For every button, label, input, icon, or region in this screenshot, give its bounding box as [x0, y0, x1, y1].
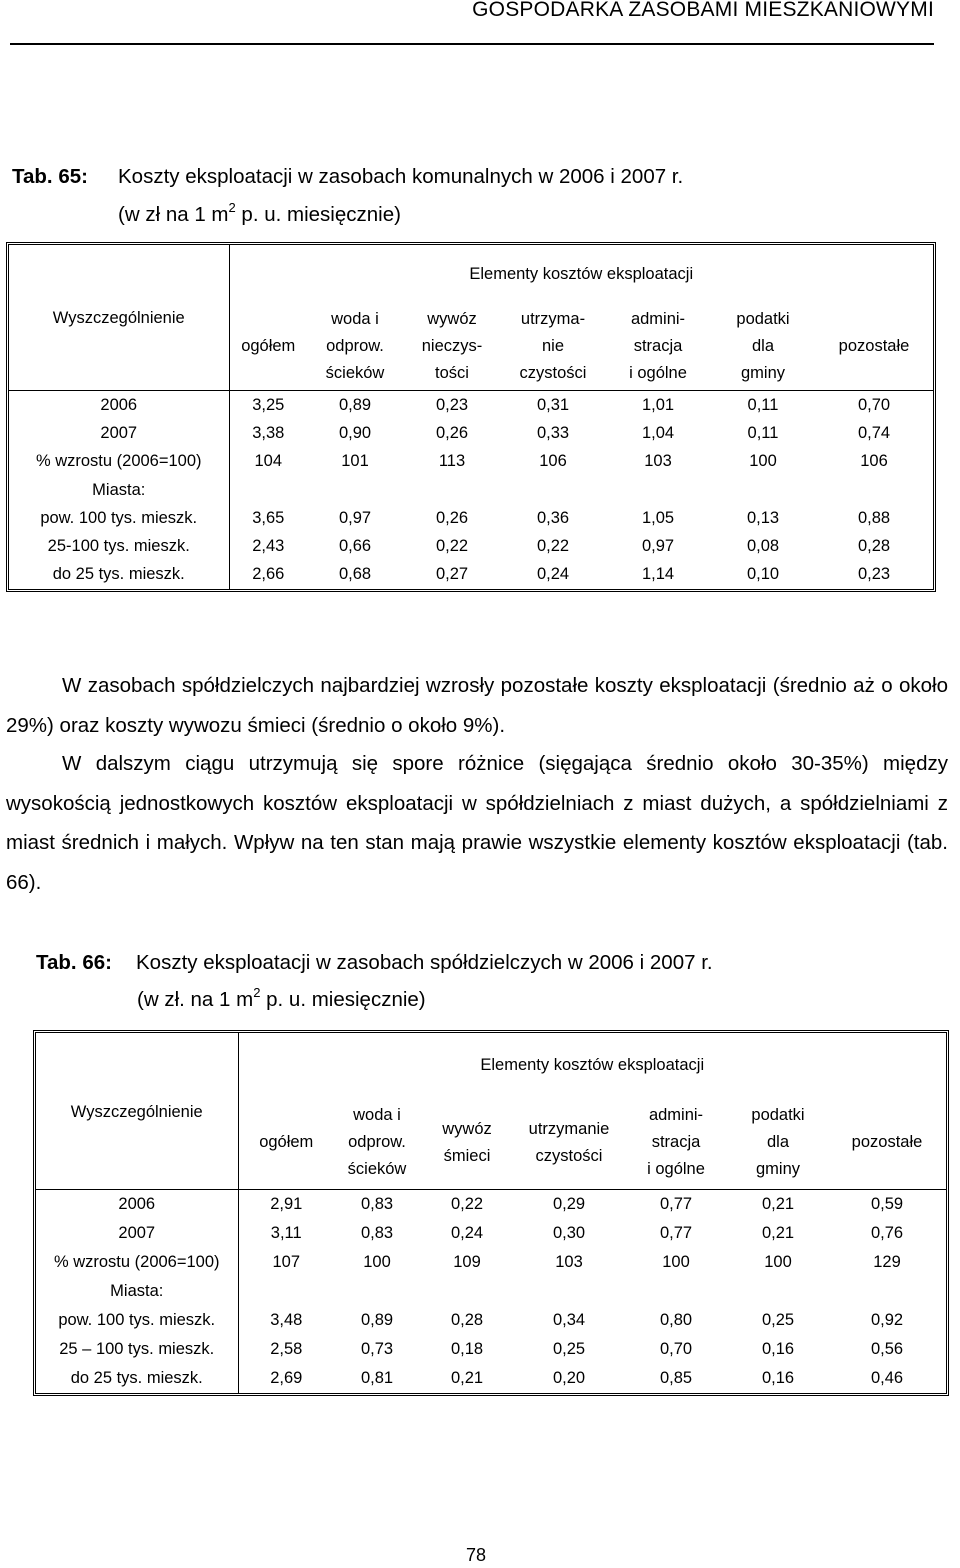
tab66-column-header-line: dla — [766, 1133, 790, 1152]
table-cell: 0,08 — [746, 537, 780, 556]
header-rule — [10, 43, 934, 45]
table-row — [36, 1364, 946, 1393]
tab66-column-header-line: stracja — [651, 1133, 701, 1152]
tab66-column-header-line: admini- — [648, 1106, 704, 1125]
tab66-group-header: Elementy kosztów eksploatacji — [238, 1033, 946, 1097]
tab65-column-header-line: admini- — [630, 310, 686, 329]
tab65-column-header-line: woda i — [331, 310, 379, 329]
row-label: % wzrostu (2006=100) — [35, 452, 202, 471]
table-cell — [624, 1277, 728, 1306]
table-cell: 0,85 — [659, 1368, 693, 1387]
table-cell: 0,27 — [435, 565, 469, 584]
table-cell: 3,38 — [229, 420, 307, 448]
table-cell: 0,89 — [338, 395, 372, 414]
table-cell: 0,68 — [338, 565, 372, 584]
tab65-column-header-line: stracja — [633, 337, 683, 356]
table-cell: 0,22 — [536, 537, 570, 556]
table-cell — [420, 1277, 514, 1306]
table-cell: 106 — [860, 452, 888, 471]
tab65-column-header-line: wywóz — [427, 310, 477, 329]
table-cell — [815, 476, 933, 504]
table-cell: 0,28 — [857, 537, 891, 556]
tab65-stub-header: Wyszczególnienie — [9, 303, 229, 391]
tab65-column-header — [605, 303, 711, 391]
table-cell — [403, 476, 501, 504]
table-cell — [605, 476, 711, 504]
tab66-column-header-line: śmieci — [443, 1146, 491, 1165]
table-cell: 0,30 — [552, 1223, 586, 1242]
table-cell: 0,21 — [450, 1368, 484, 1387]
tab66-caption — [36, 951, 713, 975]
tab66-column-header-line: odprow. — [348, 1133, 406, 1152]
tab66-column-header-line: gminy — [755, 1160, 800, 1179]
table-cell: 0,10 — [746, 565, 780, 584]
row-label: pow. 100 tys. mieszk. — [58, 1310, 216, 1329]
table-cell: 0,59 — [870, 1194, 904, 1213]
tab66-column-header — [728, 1097, 828, 1189]
row-label: 25-100 tys. mieszk. — [47, 537, 190, 556]
tab65-column-header-line: czystości — [519, 364, 587, 383]
table-cell: 100 — [749, 452, 777, 471]
paragraph-1: W zasobach spółdzielczych najbardziej wzrosły pozostałe koszty eksploatacji (średnio aż o około 29%) oraz koszty wywozu śmieci (średnio o około 9%). — [6, 674, 948, 737]
row-label: 25 – 100 tys. mieszk. — [59, 1339, 215, 1358]
table-row — [9, 504, 933, 532]
table-cell: 0,33 — [536, 424, 570, 443]
table-row — [9, 476, 933, 504]
table-cell: 0,97 — [641, 537, 675, 556]
table-cell: 0,97 — [338, 508, 372, 527]
tab66-column-header — [624, 1097, 728, 1189]
table-cell: 2,58 — [238, 1335, 334, 1364]
page-number: 78 — [465, 1545, 487, 1565]
paragraph-2: W dalszym ciągu utrzymują się spore różnice (sięgająca średnio około 30-35%) między wysokością jednostkowych kosztów eksploatacji w spółdzielniach z miast dużych, a spółdzielniami z miast średnich i małych. Wpływ na ten stan mają prawie wszystkie elementy kosztów eksploatacji (tab. 66). — [6, 752, 948, 894]
table-row — [9, 391, 933, 420]
table-cell — [828, 1277, 946, 1306]
table-row — [36, 1335, 946, 1364]
tab66-column-header-line: ścieków — [347, 1160, 407, 1179]
table-cell: 0,73 — [360, 1339, 394, 1358]
table-row — [36, 1248, 946, 1277]
row-label: Miasta: — [110, 1281, 164, 1300]
tab65-column-header — [711, 303, 815, 391]
table-cell: 2,69 — [238, 1364, 334, 1393]
table-cell: 113 — [438, 452, 466, 471]
tab65-table — [6, 242, 936, 592]
table-row — [36, 1306, 946, 1335]
table-row — [36, 1219, 946, 1248]
table-cell: 3,11 — [238, 1219, 334, 1248]
table-cell: 0,23 — [435, 395, 469, 414]
tab65-column-header — [229, 303, 307, 391]
table-cell: 0,83 — [360, 1223, 394, 1242]
tab65-column-header-line: podatki — [736, 310, 790, 329]
row-label: 2007 — [100, 424, 138, 443]
table-cell: 2,91 — [238, 1189, 334, 1219]
table-cell: 0,26 — [435, 508, 469, 527]
tab65-column-header — [501, 303, 605, 391]
table-cell: 0,89 — [360, 1310, 394, 1329]
tab66-column-header-line: wywóz — [442, 1119, 492, 1138]
tab65-group-header: Elementy kosztów eksploatacji — [229, 245, 933, 303]
table-cell: 0,77 — [659, 1194, 693, 1213]
table-cell: 100 — [662, 1252, 690, 1271]
table-cell: 3,25 — [229, 391, 307, 420]
tab65-column-header-line: tości — [435, 364, 469, 383]
table-cell: 0,16 — [761, 1339, 795, 1358]
table-cell: 0,76 — [870, 1223, 904, 1242]
tab66-column-header-line: utrzymanie — [528, 1119, 610, 1138]
table-cell — [307, 476, 403, 504]
table-cell: 0,66 — [338, 537, 372, 556]
tab66-column-header-line: pozostałe — [851, 1133, 923, 1152]
table-cell: 101 — [341, 452, 369, 471]
tab66-column-header-line: i ogólne — [647, 1160, 705, 1179]
table-cell: 0,29 — [552, 1194, 586, 1213]
tab65-column-header-line: nieczys- — [421, 337, 483, 356]
table-cell: 104 — [229, 448, 307, 476]
table-cell: 103 — [555, 1252, 583, 1271]
table-cell: 3,48 — [238, 1306, 334, 1335]
tab65-column-header-line: utrzyma- — [520, 310, 586, 329]
table-cell: 0,70 — [659, 1339, 693, 1358]
tab66-label: Tab. 66: — [36, 951, 112, 974]
table-cell: 0,70 — [857, 395, 891, 414]
row-label: 2006 — [118, 1194, 156, 1213]
table-cell: 0,92 — [870, 1310, 904, 1329]
tab66-table — [33, 1030, 949, 1396]
table-cell: 0,34 — [552, 1310, 586, 1329]
table-row — [36, 1189, 946, 1219]
tab65-column-header-line: gminy — [740, 364, 785, 383]
table-cell: 129 — [873, 1252, 901, 1271]
table-cell: 0,23 — [857, 565, 891, 584]
table-cell — [334, 1277, 420, 1306]
table-cell — [238, 1277, 334, 1306]
table-cell: 0,46 — [870, 1368, 904, 1387]
table-cell: 0,74 — [857, 424, 891, 443]
table-cell: 0,31 — [536, 395, 570, 414]
tab66-column-header-line: podatki — [751, 1106, 805, 1125]
row-label: 2007 — [118, 1223, 156, 1242]
tab66-stub-header: Wyszczególnienie — [36, 1097, 238, 1189]
row-label: Miasta: — [92, 480, 146, 499]
table-cell: 0,21 — [761, 1223, 795, 1242]
table-row — [9, 420, 933, 448]
table-cell: 0,81 — [360, 1368, 394, 1387]
table-cell — [711, 476, 815, 504]
tab66-column-header — [420, 1097, 514, 1189]
table-row — [9, 532, 933, 560]
table-cell: 103 — [644, 452, 672, 471]
table-cell: 0,18 — [450, 1339, 484, 1358]
table-cell: 1,01 — [641, 395, 675, 414]
table-cell: 2,43 — [229, 532, 307, 560]
tab66-title: Koszty eksploatacji w zasobach spółdzielczych w 2006 i 2007 r. — [136, 951, 713, 974]
tab65-column-header — [403, 303, 501, 391]
table-cell: 100 — [363, 1252, 391, 1271]
tab65-column-header-line: i ogólne — [629, 364, 687, 383]
tab66-unit: (w zł. na 1 $m^2$ p. u. miesięcznie) — [137, 985, 426, 1011]
table-cell: 0,77 — [659, 1223, 693, 1242]
table-cell — [501, 476, 605, 504]
row-label: 2006 — [100, 395, 138, 414]
tab66-column-header — [238, 1097, 334, 1189]
tab65-column-header-line: ścieków — [325, 364, 385, 383]
table-cell: 0,24 — [536, 565, 570, 584]
table-cell: 0,21 — [761, 1194, 795, 1213]
table-cell: 0,28 — [450, 1310, 484, 1329]
tab65-column-header-line: pozostałe — [838, 337, 910, 356]
tab66-column-header-line: czystości — [535, 1146, 603, 1165]
table-cell — [229, 476, 307, 504]
table-cell: 0,26 — [435, 424, 469, 443]
row-label: do 25 tys. mieszk. — [70, 1368, 203, 1387]
tab65-title: Koszty eksploatacji w zasobach komunalnych w 2006 i 2007 r. — [118, 165, 684, 188]
table-row — [9, 448, 933, 476]
table-cell: 0,36 — [536, 508, 570, 527]
table-cell: 2,66 — [229, 561, 307, 589]
table-cell: 1,14 — [641, 565, 675, 584]
tab66-column-header — [828, 1097, 946, 1189]
tab65-column-header — [815, 303, 933, 391]
table-row — [9, 561, 933, 589]
table-cell: 0,20 — [552, 1368, 586, 1387]
table-cell: 0,11 — [747, 424, 779, 443]
table-cell: 106 — [539, 452, 567, 471]
table-cell: 1,05 — [641, 508, 675, 527]
tab65-column-header — [307, 303, 403, 391]
table-cell: 0,16 — [761, 1368, 795, 1387]
tab66-column-header-line: woda i — [353, 1106, 401, 1125]
table-cell: 3,65 — [229, 504, 307, 532]
table-cell: 1,04 — [641, 424, 675, 443]
table-cell: 0,25 — [761, 1310, 795, 1329]
table-cell: 0,83 — [360, 1194, 394, 1213]
tab66-column-header — [514, 1097, 624, 1189]
tab66-column-header-line: ogółem — [259, 1133, 314, 1152]
table-cell: 0,11 — [747, 395, 779, 414]
tab65-column-header-line: ogółem — [241, 337, 296, 356]
table-cell: 0,80 — [659, 1310, 693, 1329]
tab65-column-header-line: odprow. — [326, 337, 384, 356]
table-cell: 0,88 — [857, 508, 891, 527]
row-label: pow. 100 tys. mieszk. — [40, 508, 198, 527]
tab65-column-header-line: dla — [751, 337, 775, 356]
table-cell: 0,25 — [552, 1339, 586, 1358]
tab66-column-header — [334, 1097, 420, 1189]
tab65-label: Tab. 65: — [12, 165, 88, 188]
table-cell: 0,22 — [435, 537, 469, 556]
tab65-column-header-line: nie — [541, 337, 565, 356]
running-header: GOSPODARKA ZASOBAMI MIESZKANIOWYMI — [472, 0, 934, 21]
table-cell: 107 — [238, 1248, 334, 1277]
table-cell: 109 — [453, 1252, 481, 1271]
table-cell: 0,56 — [870, 1339, 904, 1358]
table-cell: 0,24 — [450, 1223, 484, 1242]
table-cell — [728, 1277, 828, 1306]
table-row — [36, 1277, 946, 1306]
table-cell: 0,22 — [450, 1194, 484, 1213]
table-cell: 0,13 — [746, 508, 780, 527]
table-cell — [514, 1277, 624, 1306]
tab65-unit: (w zł na 1 $m^2$ p. u. miesięcznie) — [118, 200, 401, 226]
tab65-caption — [12, 165, 684, 189]
table-cell: 100 — [764, 1252, 792, 1271]
row-label: % wzrostu (2006=100) — [53, 1252, 220, 1271]
row-label: do 25 tys. mieszk. — [52, 565, 185, 584]
table-cell: 0,90 — [338, 424, 372, 443]
